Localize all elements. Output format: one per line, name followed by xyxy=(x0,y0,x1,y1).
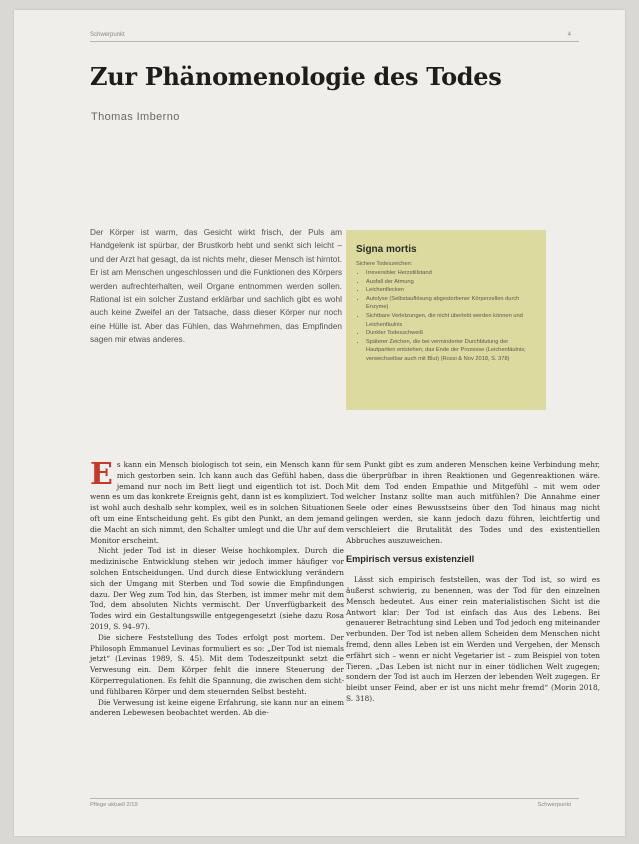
body-paragraph: sem Punkt gibt es zum anderen Menschen keine Verbindung mehr, die überprüfbar in ihren Reaktionen und Gegenreaktionen wäre. Mit dem Tod enden Empathie und Mitgefühl – mit wem oder welcher Instanz sollte man auch mitfühlen? Die Annahme einer Seele oder eines Bewusstseins über den Tod hinaus mag nicht gelingen werden, sie kann jedoch dazu führen, leichtfertig und verschleiert die Brutalität des Todes und des existentiellen Abbruches auszuweichen. xyxy=(346,460,600,545)
article-title: Zur Phänomenologie des Todes xyxy=(90,62,502,91)
first-paragraph-text: s kann ein Mensch biologisch tot sein, ein Mensch kann für mich gestorben sein. Ich kann auch das Gefühl haben, dass jemand nur noch im Bett liegt und eigentlich tot ist. Doch wenn es um das konkrete Ereignis geht, dann ist es kompliziert. Tod ist wohl auch deshalb sehr komplex, weil es in solchen Situationen oft um eine Entscheidung geht. Es gibt den Punkt, an dem jemand die Macht an sich nimmt, den Schalter umlegt und die Uhr auf dem Monitor erscheint. xyxy=(90,460,344,545)
list-item: • Dunkler Todesschweiß xyxy=(366,329,536,338)
list-item: • Späterer Zeichen, die bei verminderter Durchblutung der Hautpartien entstehen; das Ende der Prozesse (Leichenfäulnis; verwechselbar auch mit Blut) (Rossi & Nov 2018, S. 378) xyxy=(366,338,536,364)
footer-left: Pflege aktuell 2/19 xyxy=(90,802,138,808)
body-column-right xyxy=(346,460,600,705)
body-paragraph: Lässt sich empirisch feststellen, was der Tod ist, so wird es äußerst schwierig, zu benennen, was der Tod für den einzelnen Mensch bedeutet. Aus einer rein materialistischen Sicht ist die Antwort klar: Der Tod ist einfach das Aus des Lebens. Bei genauerer Betrachtung sind Leben und Tod jedoch eng miteinander verbunden. Der Tod ist neben allem Scheiden dem Menschen nicht fremd, denn alles Leben ist ein Werden und Vergehen, der Mensch erfährt sich – wenn er nicht Vegetarier ist – zum Beispiel von toten Tieren. „Das Leben ist nicht nur in einer tödlichen Welt zugegen; sondern der Tod ist auch im Herzen der lebenden Welt zugegen. Er bleibt unser Feind, aber er ist uns nicht mehr fremd“ (Morin 2018, S. 318). xyxy=(346,575,600,703)
list-item: • Ausfall der Atmung xyxy=(366,278,536,287)
drop-cap: E xyxy=(90,457,113,492)
page-footer xyxy=(90,798,579,808)
lead-paragraph: Der Körper ist warm, das Gesicht wirkt frisch, der Puls am Handgelenk ist spürbar, der Brustkorb hebt und senkt sich leicht – und der Arzt hat gesagt, da ist nichts mehr, dieser Mensch ist hirntot. Er ist am Menschen ungeschlossen und die Funktionen des Körpers werden aufrechterhalten, weil Organe entnommen werden sollen. Rational ist ein solcher Zustand erklärbar und sachlich gibt es wohl auch keine Zweifel an der Tatsache, dass dieser Körper nur noch eine Hülle ist. Aber das Fühlen, das Wahrnehmen, das Empfinden sagen mir etwas anderes. xyxy=(90,227,342,345)
info-box-list xyxy=(356,269,536,364)
article-author: Thomas Imberno xyxy=(91,111,180,123)
list-item: • Leichenflecken xyxy=(366,286,536,295)
body-paragraph: Nicht jeder Tod ist in dieser Weise hochkomplex. Durch die medizinische Entwicklung stehen wir jedoch immer häufiger vor solchen Entscheidungen. Und durch diese Entwicklung verändern sich der Umgang mit Sterben und Tod sowie die Empfindungen dazu. Der Weg zum Tod hin, das Sterben, ist immer mehr mit dem Tod, dem absoluten Nichts vermischt. Der Unverfügbarkeit des Todes wird ein Gestaltungswille entgegengesetzt (siehe dazu Rosa 2019, S. 94–97). xyxy=(90,546,344,631)
info-box-intro: Sichere Todeszeichen: xyxy=(356,261,413,267)
footer-right: Schwerpunkt xyxy=(537,802,571,808)
section-label: Schwerpunkt xyxy=(90,32,125,38)
body-column-left xyxy=(90,457,344,719)
section-subheading: Empirisch versus existenziell xyxy=(346,554,475,565)
magazine-page xyxy=(14,10,625,836)
page-number: 4 xyxy=(567,32,571,38)
body-paragraph: Die sichere Feststellung des Todes erfolgt post mortem. Der Philosoph Emmanuel Levinas formuliert es so: „Der Tod ist niemals jetzt“ (Levinas 1989, S. 45). Mit dem Todeszeitpunkt setzt die Verwesung ein. Dem Körper fehlt die innere Steuerung der Körperregulationen. Es fehlt die Spannung, die zwischen dem sicht- und fühlbaren Körper und dem steuernden Selbst besteht. xyxy=(90,632,344,696)
info-box-signa-mortis xyxy=(346,230,546,410)
info-box-title: Signa mortis xyxy=(356,244,417,255)
running-header xyxy=(90,32,579,42)
list-item: • Irreversibler Herzstillstand xyxy=(366,269,536,278)
list-item: • Autolyse (Selbstauflösung abgestorbener Körperzellen durch Enzyme) xyxy=(366,295,536,312)
list-item: • Sichtbare Verletzungen, die nicht überlebt werden können und Leichenfäulnis xyxy=(366,312,536,329)
body-paragraph xyxy=(90,457,344,546)
body-paragraph: Die Verwesung ist keine eigene Erfahrung, sie kann nur an einem anderen Lebewesen beobachtet werden. Ab die- xyxy=(90,697,344,718)
